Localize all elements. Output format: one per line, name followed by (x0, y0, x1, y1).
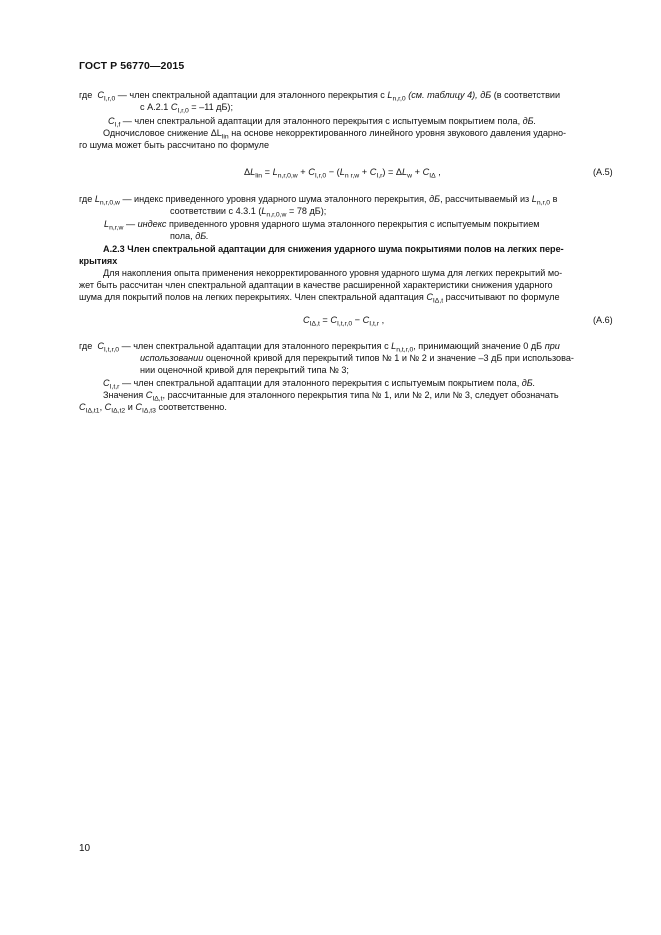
paragraph-single-number-reduction-cont: го шума может быть рассчитано по формуле (79, 140, 270, 150)
equation-a6: $C_{I\Delta,t} = C_{I,t,r,0} - C_{I,t,r}$ , (303, 315, 385, 328)
equation-a5: $\Delta L_{lin} = L_{n,r,0,w} + C_{I,r,0} - (L_{n r,w} + C_{I,r}) = \Delta L_w + C_{I\Delta}$ , (244, 167, 441, 180)
section-paragraph-line1: Для накопления опыта применения некорректированного уровня ударного шума для легких перекрытий мо- (103, 268, 563, 278)
definition-c-i-t-r-0-cont1: использовании оценочной кривой для перекрытий типов № 1 и № 2 и значение –3 дБ при использова- (140, 353, 574, 363)
final-paragraph-line2: $C_{I\Delta,t1}$, $C_{I\Delta,t2}$ и $C_{I\Delta,t3}$ соответственно. (79, 402, 227, 415)
section-heading-a-2-3-cont: крытиях (79, 256, 118, 266)
paragraph-single-number-reduction: Одночисловое снижение $\Delta L_{lin}$ на основе некорректированного линейного уровня звукового давления ударно- (103, 128, 567, 141)
section-heading-a-2-3: А.2.3 Член спектральной адаптации для снижения ударного шума покрытиями полов на легких пере- (103, 244, 564, 254)
page-number: 10 (79, 843, 91, 854)
equation-a5-number: (А.5) (593, 167, 613, 177)
definition-c-i-t-r-0-cont2: нии оценочной кривой для перекрытий типа № 3; (140, 365, 349, 375)
section-paragraph-line3: шума для покрытий полов на легких перекрытиях. Член спектральной адаптация $C_{I\Delta,t}$ рассчитывают по формуле (79, 292, 560, 305)
definition-l-n-r-0-w: где $L_{n,r,0,w}$ — индекс приведенного уровня ударного шума эталонного перекрытия, дБ, рассчитываемый из $L_{n,r,0}$ в (79, 194, 558, 207)
final-paragraph-line1: Значения $C_{I\Delta,t}$, рассчитанные для эталонного перекрытия типа № 1, или № 2, или № 3, следует обозначать (103, 390, 559, 403)
section-paragraph-line2: жет быть рассчитан член спектральной адаптации в качестве расширенной характеристики снижения ударного (79, 280, 553, 290)
definition-c-i-r-0-cont: с А.2.1 $C_{I,r,0} = -11$ дБ); (140, 102, 233, 115)
definition-l-n-r-w: $L_{n,r,w}$ — индекс приведенного уровня ударного шума эталонного перекрытия с испытуемым покрытием (104, 219, 540, 232)
definition-c-i-r-0: где $C_{I,r,0}$ — член спектральной адаптации для эталонного перекрытия с $L_{n,r,0}$ (см. таблицу 4), дБ (в соответствии (79, 90, 561, 103)
equation-a6-number: (А.6) (593, 315, 613, 325)
definition-l-n-r-0-w-cont: соответствии с 4.3.1 ($L_{n,r,0,w} = 78$ дБ); (170, 206, 327, 219)
definition-l-n-r-w-cont: пола, дБ. (170, 231, 209, 241)
document-header: ГОСТ Р 56770—2015 (79, 60, 185, 72)
definition-c-i-t-r: $C_{I,t,r}$ — член спектральной адаптации для эталонного перекрытия с испытуемым покрытием пола, дБ. (103, 378, 536, 391)
definition-c-i-t-r-0: где $C_{I,t,r,0}$ — член спектральной адаптации для эталонного перекрытия с $L_{n,t,r,0}$, принимающий значение 0 дБ при (79, 341, 560, 354)
definition-c-i-f: $C_{I,f}$ — член спектральной адаптации для эталонного перекрытия с испытуемым покрытием пола, дБ. (108, 116, 537, 129)
